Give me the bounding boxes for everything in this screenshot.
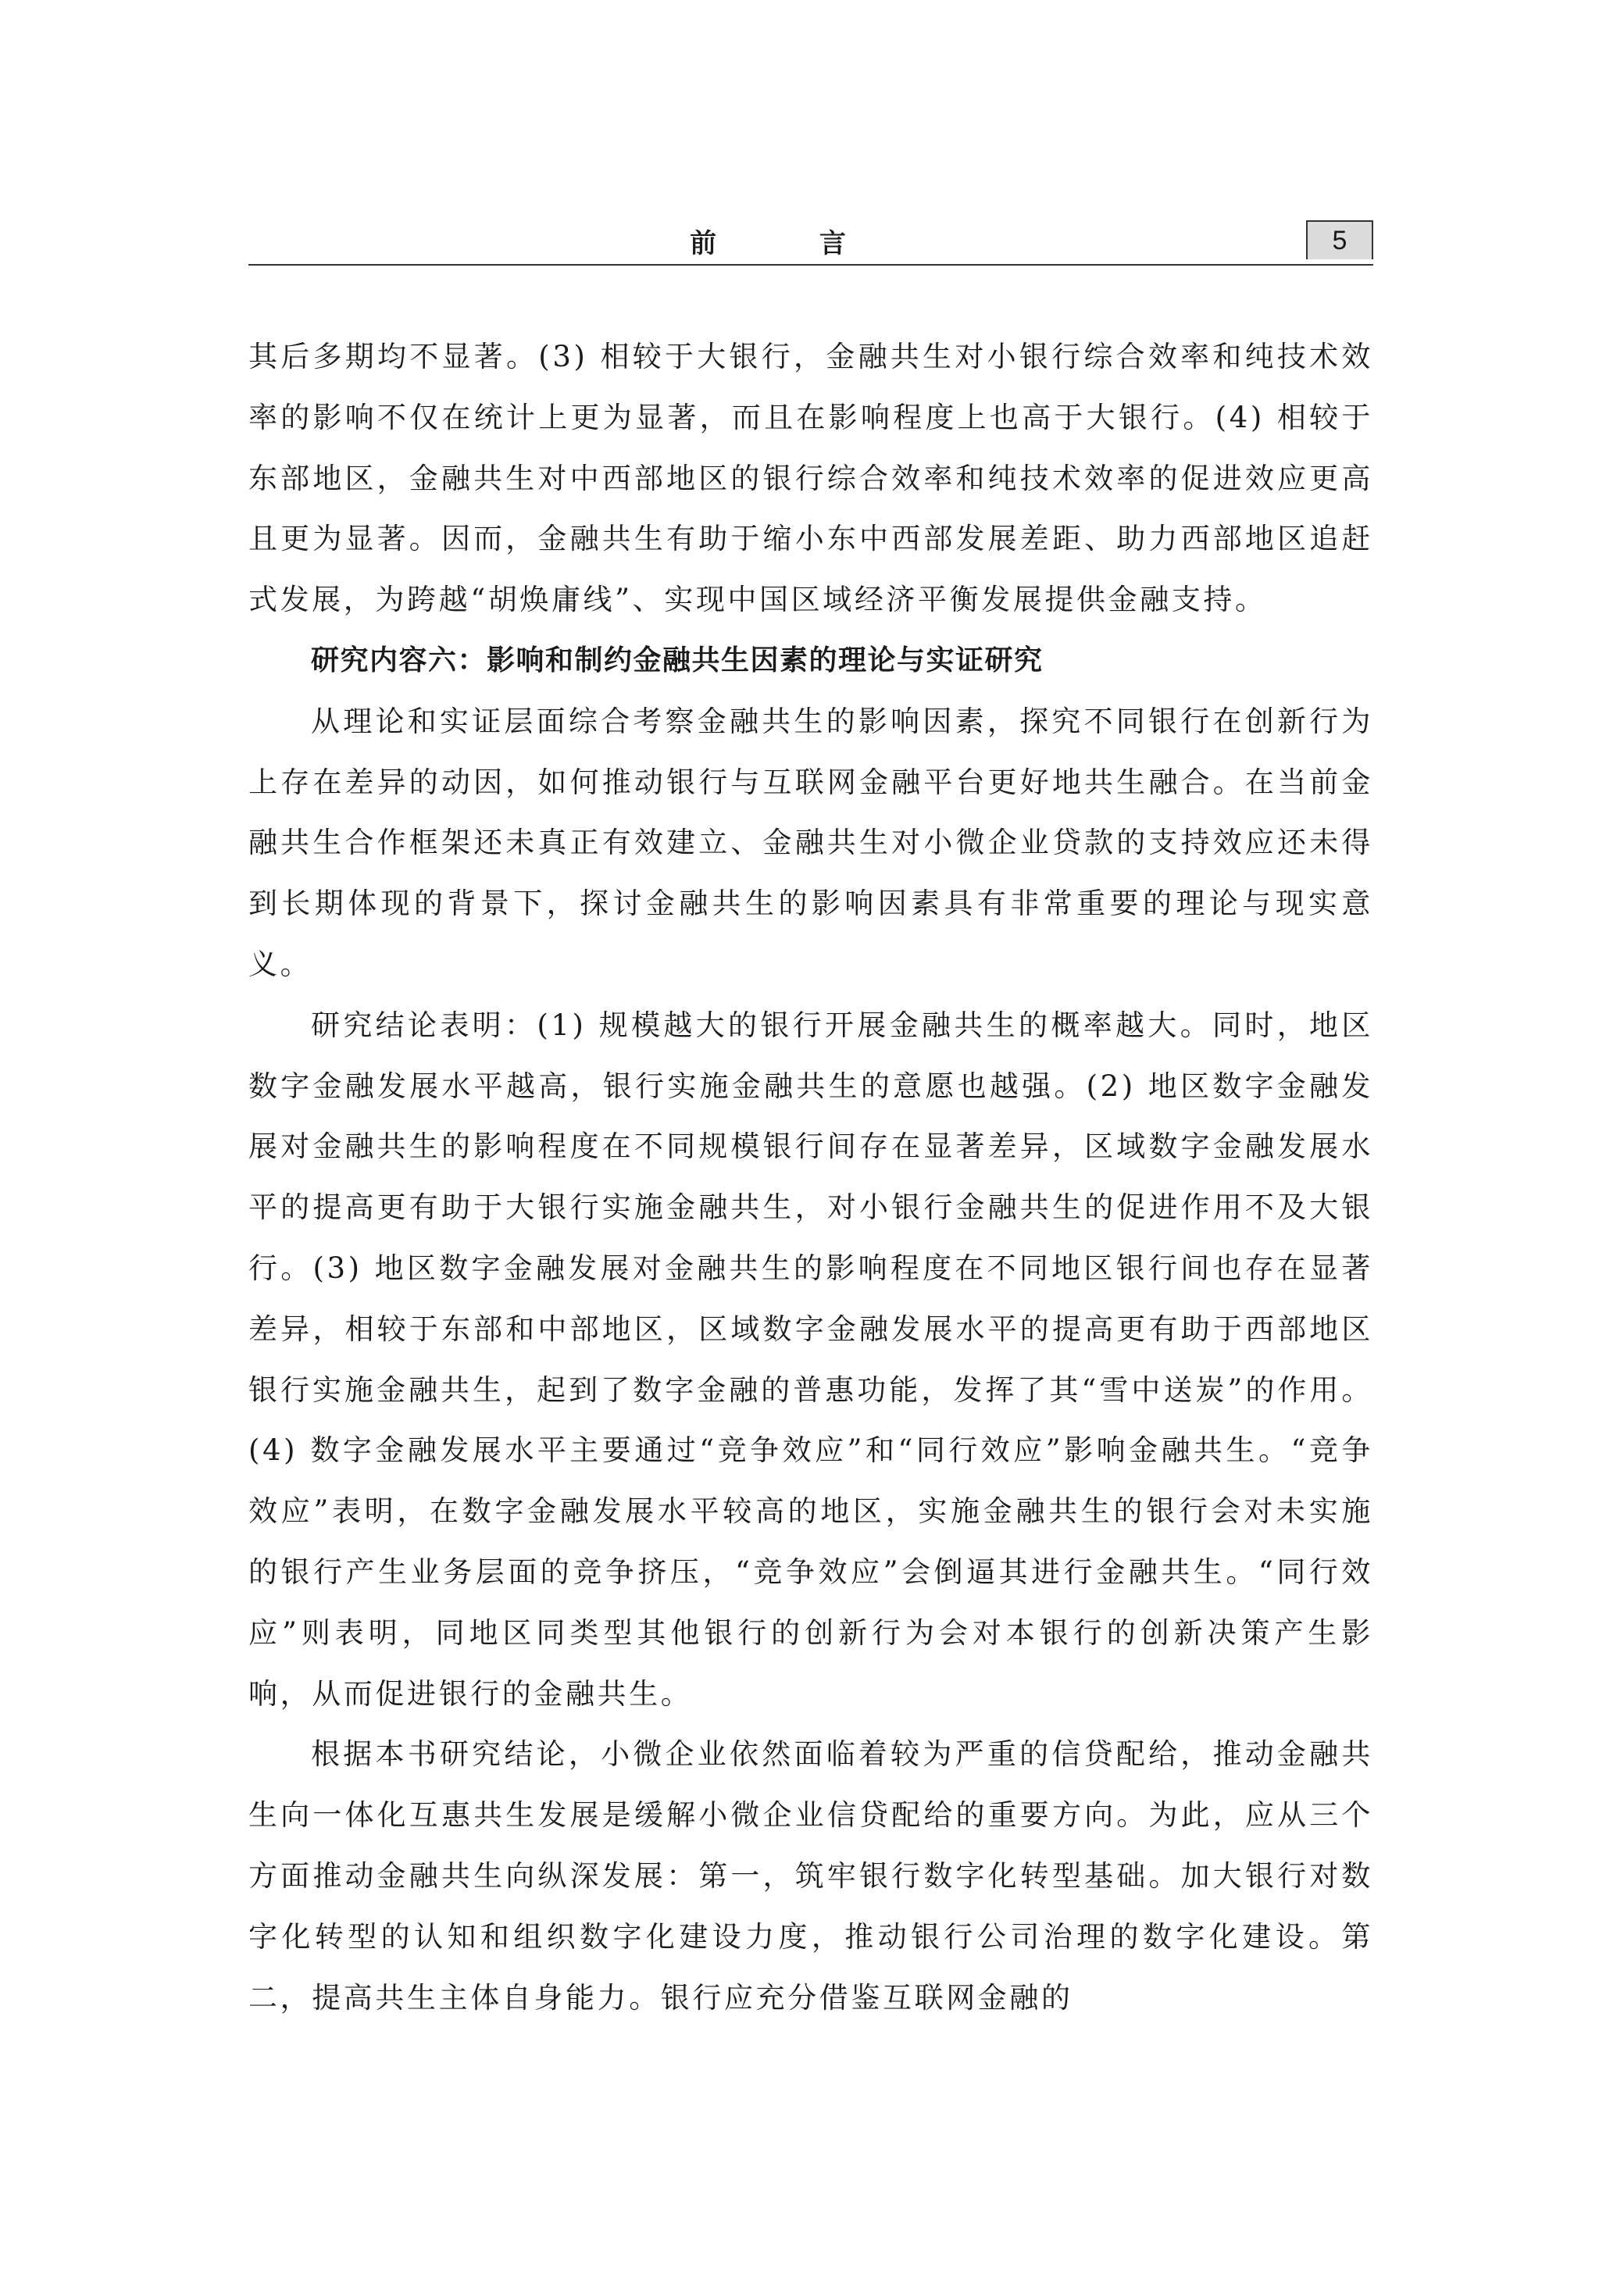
paragraph-continued: 其后多期均不显著。(3) 相较于大银行，金融共生对小银行综合效率和纯技术效率的影响不仅在统计上更为显著，而且在影响程度上也高于大银行。(4) 相较于东部地区，金融共生对中西部地区的银行综合效率和纯技术效率的促进效应更高且更为显著。因而，金融共生有助于缩小东中西部发展差距、助力西部地区追赶式发展，为跨越“胡焕庸线”、实现中国区域经济平衡发展提供金融支持。 xyxy=(248,340,1373,617)
page-body xyxy=(248,327,1373,2028)
paragraph: 根据本书研究结论，小微企业依然面临着较为严重的信贷配给，推动金融共生向一体化互惠共生发展是缓解小微企业信贷配给的重要方向。为此，应从三个方面推动金融共生向纵深发展：第一，筑牢银行数字化转型基础。加大银行对数字化转型的认知和组织数字化建设力度，推动银行公司治理的数字化建设。第二，提高共生主体自身能力。银行应充分借鉴互联网金融的 xyxy=(248,1737,1373,2015)
paragraph: 研究结论表明：(1) 规模越大的银行开展金融共生的概率越大。同时，地区数字金融发展水平越高，银行实施金融共生的意愿也越强。(2) 地区数字金融发展对金融共生的影响程度在不同规模银行间存在显著差异，区域数字金融发展水平的提高更有助于大银行实施金融共生，对小银行金融共生的促进作用不及大银行。(3) 地区数字金融发展对金融共生的影响程度在不同地区银行间也存在显著差异，相较于东部和中部地区，区域数字金融发展水平的提高更有助于西部地区银行实施金融共生，起到了数字金融的普惠功能，发挥了其“雪中送炭”的作用。(4) 数字金融发展水平主要通过“竞争效应”和“同行效应”影响金融共生。“竞争效应”表明，在数字金融发展水平较高的地区，实施金融共生的银行会对未实施的银行产生业务层面的竞争挤压，“竞争效应”会倒逼其进行金融共生。“同行效应”则表明，同地区同类型其他银行的创新行为会对本银行的创新决策产生影响，从而促进银行的金融共生。 xyxy=(248,1008,1373,1711)
section-subheading: 研究内容六：影响和制约金融共生因素的理论与实证研究 xyxy=(311,644,1044,676)
chapter-title: 前 言 xyxy=(690,228,893,259)
paragraph: 从理论和实证层面综合考察金融共生的影响因素，探究不同银行在创新行为上存在差异的动因，如何推动银行与互联网金融平台更好地共生融合。在当前金融共生合作框架还未真正有效建立、金融共生对小微企业贷款的支持效应还未得到长期体现的背景下，探讨金融共生的影响因素具有非常重要的理论与现实意义。 xyxy=(248,704,1373,981)
page-number: 5 xyxy=(1306,220,1373,259)
running-header xyxy=(248,216,1373,266)
